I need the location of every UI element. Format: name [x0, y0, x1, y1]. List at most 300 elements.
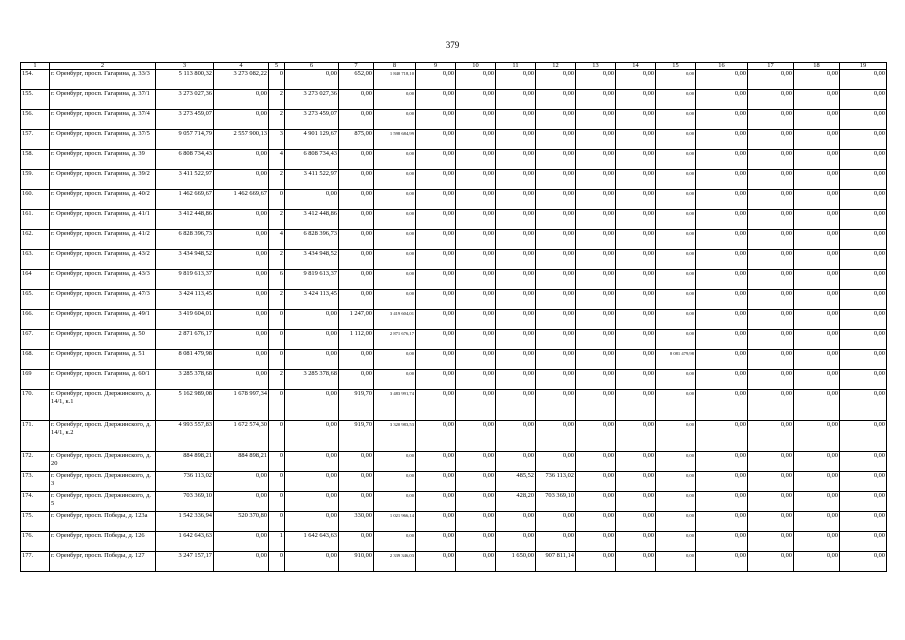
value-cell-col-15 — [656, 421, 696, 452]
count-cell: 2 — [269, 210, 285, 230]
column-header-13: 13 — [576, 63, 616, 70]
value-cell-col-10: 0,00 — [456, 130, 496, 150]
small-value: 0,00 — [685, 371, 694, 376]
value-cell-col-10: 0,00 — [456, 110, 496, 130]
value-cell-col-16: 0,00 — [696, 370, 748, 390]
value-cell-col-3: 8 081 479,98 — [156, 350, 214, 370]
value-cell-col-11: 1 650,00 — [496, 552, 536, 572]
column-header-1: 1 — [21, 63, 50, 70]
value-cell-col-12: 0,00 — [536, 532, 576, 552]
value-cell-col-13: 0,00 — [576, 452, 616, 472]
value-cell-col-17: 0,00 — [748, 230, 794, 250]
small-value: 0,00 — [685, 553, 694, 558]
small-value: 0,00 — [405, 151, 414, 156]
value-cell-col-16: 0,00 — [696, 90, 748, 110]
value-cell-col-19: 0,00 — [840, 452, 887, 472]
small-value: 0,00 — [405, 251, 414, 256]
value-cell-col-8 — [374, 70, 416, 90]
value-cell-col-15 — [656, 270, 696, 290]
value-cell-col-18: 0,00 — [794, 492, 840, 512]
value-cell-col-7: 1 112,00 — [339, 330, 374, 350]
value-cell-col-9: 0,00 — [416, 512, 456, 532]
value-cell-col-8 — [374, 492, 416, 512]
value-cell-col-14: 0,00 — [616, 421, 656, 452]
small-value: 1 021 966,14 — [389, 513, 414, 518]
small-value: 2 871 676,17 — [389, 331, 414, 336]
row-number-cell: 169 — [21, 370, 50, 390]
value-cell-col-9: 0,00 — [416, 472, 456, 492]
value-cell-col-4: 0,00 — [214, 310, 269, 330]
value-cell-col-6: 0,00 — [285, 452, 339, 472]
value-cell-col-13: 0,00 — [576, 512, 616, 532]
value-cell-col-14: 0,00 — [616, 270, 656, 290]
small-value: 0,00 — [685, 231, 694, 236]
column-header-3: 3 — [156, 63, 214, 70]
value-cell-col-9: 0,00 — [416, 150, 456, 170]
address-cell: г. Оренбург, просп. Гагарина, д. 49/1 — [50, 310, 156, 330]
value-cell-col-4: 0,00 — [214, 472, 269, 492]
small-value: 0,00 — [405, 91, 414, 96]
value-cell-col-4: 0,00 — [214, 150, 269, 170]
small-value: 0,00 — [685, 391, 694, 396]
value-cell-col-4: 0,00 — [214, 90, 269, 110]
value-cell-col-16: 0,00 — [696, 512, 748, 532]
value-cell-col-13: 0,00 — [576, 390, 616, 421]
value-cell-col-4: 1 678 997,34 — [214, 390, 269, 421]
value-cell-col-9: 0,00 — [416, 390, 456, 421]
value-cell-col-12: 0,00 — [536, 250, 576, 270]
small-value: 0,00 — [405, 271, 414, 276]
value-cell-col-15 — [656, 130, 696, 150]
value-cell-col-17: 0,00 — [748, 190, 794, 210]
value-cell-col-7: 919,70 — [339, 390, 374, 421]
table-row — [21, 532, 887, 552]
value-cell-col-14: 0,00 — [616, 552, 656, 572]
value-cell-col-16: 0,00 — [696, 390, 748, 421]
value-cell-col-12: 0,00 — [536, 150, 576, 170]
table-row — [21, 170, 887, 190]
table-row — [21, 370, 887, 390]
value-cell-col-8 — [374, 190, 416, 210]
value-cell-col-13: 0,00 — [576, 270, 616, 290]
value-cell-col-8 — [374, 270, 416, 290]
column-header-17: 17 — [748, 63, 794, 70]
address-cell: г. Оренбург, просп. Гагарина, д. 41/1 — [50, 210, 156, 230]
value-cell-col-19: 0,00 — [840, 330, 887, 350]
value-cell-col-11: 0,00 — [496, 421, 536, 452]
table-row — [21, 330, 887, 350]
value-cell-col-3: 6 828 396,73 — [156, 230, 214, 250]
row-number-cell: 157. — [21, 130, 50, 150]
value-cell-col-11: 428,20 — [496, 492, 536, 512]
value-cell-col-12: 0,00 — [536, 390, 576, 421]
value-cell-col-8 — [374, 210, 416, 230]
value-cell-col-7: 919,70 — [339, 421, 374, 452]
count-cell: 0 — [269, 390, 285, 421]
value-cell-col-12: 736 113,02 — [536, 472, 576, 492]
value-cell-col-9: 0,00 — [416, 210, 456, 230]
value-cell-col-19: 0,00 — [840, 90, 887, 110]
value-cell-col-10: 0,00 — [456, 512, 496, 532]
address-cell: г. Оренбург, просп. Гагарина, д. 47/3 — [50, 290, 156, 310]
value-cell-col-17: 0,00 — [748, 170, 794, 190]
value-cell-col-11: 0,00 — [496, 230, 536, 250]
value-cell-col-12: 0,00 — [536, 310, 576, 330]
value-cell-col-13: 0,00 — [576, 492, 616, 512]
value-cell-col-7: 0,00 — [339, 170, 374, 190]
table-header — [21, 63, 887, 70]
value-cell-col-8 — [374, 421, 416, 452]
count-cell: 6 — [269, 270, 285, 290]
small-value: 0,00 — [685, 91, 694, 96]
small-value: 0,00 — [405, 493, 414, 498]
value-cell-col-14: 0,00 — [616, 472, 656, 492]
value-cell-col-3: 3 273 027,36 — [156, 90, 214, 110]
value-cell-col-9: 0,00 — [416, 290, 456, 310]
value-cell-col-17: 0,00 — [748, 110, 794, 130]
value-cell-col-13: 0,00 — [576, 532, 616, 552]
value-cell-col-7: 652,00 — [339, 70, 374, 90]
value-cell-col-13: 0,00 — [576, 350, 616, 370]
value-cell-col-13: 0,00 — [576, 130, 616, 150]
count-cell: 0 — [269, 552, 285, 572]
value-cell-col-12: 907 811,14 — [536, 552, 576, 572]
value-cell-col-17: 0,00 — [748, 492, 794, 512]
value-cell-col-6: 0,00 — [285, 492, 339, 512]
value-cell-col-11: 0,00 — [496, 350, 536, 370]
value-cell-col-11: 0,00 — [496, 210, 536, 230]
address-cell: г. Оренбург, просп. Гагарина, д. 39 — [50, 150, 156, 170]
value-cell-col-6: 0,00 — [285, 512, 339, 532]
value-cell-col-12: 0,00 — [536, 230, 576, 250]
value-cell-col-14: 0,00 — [616, 492, 656, 512]
value-cell-col-3: 3 434 948,52 — [156, 250, 214, 270]
value-cell-col-16: 0,00 — [696, 452, 748, 472]
value-cell-col-15 — [656, 472, 696, 492]
row-number-cell: 160. — [21, 190, 50, 210]
small-value: 0,00 — [685, 453, 694, 458]
value-cell-col-10: 0,00 — [456, 390, 496, 421]
value-cell-col-19: 0,00 — [840, 492, 887, 512]
value-cell-col-3: 3 273 459,07 — [156, 110, 214, 130]
address-cell: г. Оренбург, просп. Гагарина, д. 60/1 — [50, 370, 156, 390]
value-cell-col-12: 0,00 — [536, 190, 576, 210]
small-value: 0,00 — [405, 111, 414, 116]
value-cell-col-19: 0,00 — [840, 250, 887, 270]
value-cell-col-17: 0,00 — [748, 472, 794, 492]
value-cell-col-14: 0,00 — [616, 532, 656, 552]
value-cell-col-11: 0,00 — [496, 310, 536, 330]
value-cell-col-15 — [656, 532, 696, 552]
small-value: 0,00 — [685, 533, 694, 538]
row-number-cell: 164 — [21, 270, 50, 290]
value-cell-col-10: 0,00 — [456, 170, 496, 190]
value-cell-col-6: 0,00 — [285, 310, 339, 330]
value-cell-col-3: 5 162 989,08 — [156, 390, 214, 421]
column-header-11: 11 — [496, 63, 536, 70]
value-cell-col-17: 0,00 — [748, 290, 794, 310]
value-cell-col-10: 0,00 — [456, 190, 496, 210]
value-cell-col-15 — [656, 290, 696, 310]
value-cell-col-14: 0,00 — [616, 370, 656, 390]
small-value: 0,00 — [685, 151, 694, 156]
column-header-2: 2 — [50, 63, 156, 70]
small-value: 0,00 — [685, 291, 694, 296]
address-cell: г. Оренбург, просп. Гагарина, д. 37/1 — [50, 90, 156, 110]
value-cell-col-8 — [374, 110, 416, 130]
value-cell-col-8 — [374, 250, 416, 270]
value-cell-col-13: 0,00 — [576, 190, 616, 210]
row-number-cell: 161. — [21, 210, 50, 230]
value-cell-col-16: 0,00 — [696, 110, 748, 130]
small-value: 0,00 — [685, 71, 694, 76]
count-cell: 2 — [269, 170, 285, 190]
table-row — [21, 512, 887, 532]
table-row — [21, 390, 887, 421]
value-cell-col-18: 0,00 — [794, 130, 840, 150]
value-cell-col-11: 0,00 — [496, 532, 536, 552]
value-cell-col-9: 0,00 — [416, 70, 456, 90]
value-cell-col-18: 0,00 — [794, 250, 840, 270]
value-cell-col-7: 0,00 — [339, 290, 374, 310]
value-cell-col-18: 0,00 — [794, 270, 840, 290]
value-cell-col-15 — [656, 370, 696, 390]
value-cell-col-10: 0,00 — [456, 472, 496, 492]
row-number-cell: 167. — [21, 330, 50, 350]
value-cell-col-17: 0,00 — [748, 70, 794, 90]
row-number-cell: 174. — [21, 492, 50, 512]
table-row — [21, 472, 887, 492]
value-cell-col-15 — [656, 170, 696, 190]
row-number-cell: 177. — [21, 552, 50, 572]
row-number-cell: 170. — [21, 390, 50, 421]
column-header-5: 5 — [269, 63, 285, 70]
value-cell-col-18: 0,00 — [794, 390, 840, 421]
value-cell-col-3: 1 462 669,67 — [156, 190, 214, 210]
table-row — [21, 230, 887, 250]
table-row — [21, 70, 887, 90]
value-cell-col-12: 0,00 — [536, 290, 576, 310]
value-cell-col-18: 0,00 — [794, 330, 840, 350]
value-cell-col-19: 0,00 — [840, 230, 887, 250]
small-value: 0,00 — [685, 493, 694, 498]
value-cell-col-6: 0,00 — [285, 421, 339, 452]
address-cell: г. Оренбург, просп. Гагарина, д. 33/3 — [50, 70, 156, 90]
value-cell-col-14: 0,00 — [616, 350, 656, 370]
address-cell: г. Оренбург, просп. Гагарина, д. 37/5 — [50, 130, 156, 150]
value-cell-col-15 — [656, 512, 696, 532]
value-cell-col-3: 3 411 522,97 — [156, 170, 214, 190]
value-cell-col-7: 0,00 — [339, 210, 374, 230]
value-cell-col-12: 0,00 — [536, 90, 576, 110]
value-cell-col-9: 0,00 — [416, 532, 456, 552]
value-cell-col-7: 0,00 — [339, 190, 374, 210]
small-value: 1 840 718,10 — [389, 71, 414, 76]
address-cell: г. Оренбург, просп. Победы, д. 127 — [50, 552, 156, 572]
value-cell-col-12: 0,00 — [536, 270, 576, 290]
count-cell: 0 — [269, 330, 285, 350]
value-cell-col-16: 0,00 — [696, 270, 748, 290]
row-number-cell: 171. — [21, 421, 50, 452]
value-cell-col-6: 1 642 643,63 — [285, 532, 339, 552]
value-cell-col-4: 520 370,80 — [214, 512, 269, 532]
value-cell-col-17: 0,00 — [748, 310, 794, 330]
address-cell: г. Оренбург, просп. Гагарина, д. 37/4 — [50, 110, 156, 130]
address-cell: г. Оренбург, просп. Дзержинского, д. 20 — [50, 452, 156, 472]
table-row — [21, 552, 887, 572]
column-header-19: 19 — [840, 63, 887, 70]
value-cell-col-8 — [374, 150, 416, 170]
value-cell-col-19: 0,00 — [840, 421, 887, 452]
column-header-7: 7 — [339, 63, 374, 70]
table-row — [21, 452, 887, 472]
value-cell-col-3: 3 412 448,86 — [156, 210, 214, 230]
value-cell-col-12: 0,00 — [536, 130, 576, 150]
row-number-cell: 165. — [21, 290, 50, 310]
value-cell-col-9: 0,00 — [416, 110, 456, 130]
value-cell-col-15 — [656, 492, 696, 512]
value-cell-col-13: 0,00 — [576, 330, 616, 350]
value-cell-col-6: 3 411 522,97 — [285, 170, 339, 190]
value-cell-col-16: 0,00 — [696, 150, 748, 170]
count-cell: 0 — [269, 452, 285, 472]
value-cell-col-13: 0,00 — [576, 150, 616, 170]
address-cell: г. Оренбург, просп. Победы, д. 126 — [50, 532, 156, 552]
value-cell-col-12: 0,00 — [536, 452, 576, 472]
value-cell-col-18: 0,00 — [794, 170, 840, 190]
value-cell-col-13: 0,00 — [576, 110, 616, 130]
value-cell-col-14: 0,00 — [616, 330, 656, 350]
table-row — [21, 190, 887, 210]
value-cell-col-9: 0,00 — [416, 270, 456, 290]
value-cell-col-6: 0,00 — [285, 472, 339, 492]
value-cell-col-15 — [656, 70, 696, 90]
value-cell-col-9: 0,00 — [416, 452, 456, 472]
value-cell-col-6: 6 828 396,73 — [285, 230, 339, 250]
value-cell-col-14: 0,00 — [616, 230, 656, 250]
value-cell-col-3: 2 871 676,17 — [156, 330, 214, 350]
value-cell-col-12: 0,00 — [536, 421, 576, 452]
table-row — [21, 150, 887, 170]
value-cell-col-16: 0,00 — [696, 170, 748, 190]
register-table — [20, 62, 887, 572]
value-cell-col-13: 0,00 — [576, 210, 616, 230]
small-value: 0,00 — [405, 453, 414, 458]
address-cell: г. Оренбург, просп. Гагарина, д. 40/2 — [50, 190, 156, 210]
column-header-14: 14 — [616, 63, 656, 70]
small-value: 0,00 — [685, 111, 694, 116]
small-value: 0,00 — [685, 422, 694, 427]
value-cell-col-16: 0,00 — [696, 70, 748, 90]
value-cell-col-4: 0,00 — [214, 270, 269, 290]
small-value: 2 339 346,03 — [389, 553, 414, 558]
value-cell-col-12: 703 369,10 — [536, 492, 576, 512]
count-cell: 0 — [269, 472, 285, 492]
small-value: 0,00 — [685, 331, 694, 336]
value-cell-col-7: 0,00 — [339, 492, 374, 512]
value-cell-col-15 — [656, 110, 696, 130]
count-cell: 0 — [269, 350, 285, 370]
value-cell-col-18: 0,00 — [794, 90, 840, 110]
count-cell: 0 — [269, 492, 285, 512]
value-cell-col-14: 0,00 — [616, 250, 656, 270]
value-cell-col-17: 0,00 — [748, 90, 794, 110]
value-cell-col-10: 0,00 — [456, 350, 496, 370]
value-cell-col-18: 0,00 — [794, 350, 840, 370]
value-cell-col-3: 5 113 800,32 — [156, 70, 214, 90]
small-value: 0,00 — [685, 171, 694, 176]
value-cell-col-12: 0,00 — [536, 170, 576, 190]
value-cell-col-16: 0,00 — [696, 190, 748, 210]
value-cell-col-10: 0,00 — [456, 370, 496, 390]
value-cell-col-10: 0,00 — [456, 310, 496, 330]
value-cell-col-18: 0,00 — [794, 421, 840, 452]
column-header-8: 8 — [374, 63, 416, 70]
value-cell-col-9: 0,00 — [416, 190, 456, 210]
small-value: 0,00 — [685, 211, 694, 216]
table-row — [21, 270, 887, 290]
value-cell-col-4: 0,00 — [214, 110, 269, 130]
value-cell-col-7: 875,00 — [339, 130, 374, 150]
value-cell-col-19: 0,00 — [840, 512, 887, 532]
value-cell-col-17: 0,00 — [748, 350, 794, 370]
value-cell-col-14: 0,00 — [616, 452, 656, 472]
value-cell-col-10: 0,00 — [456, 421, 496, 452]
row-number-cell: 159. — [21, 170, 50, 190]
count-cell: 2 — [269, 370, 285, 390]
value-cell-col-9: 0,00 — [416, 330, 456, 350]
value-cell-col-18: 0,00 — [794, 190, 840, 210]
value-cell-col-10: 0,00 — [456, 492, 496, 512]
value-cell-col-10: 0,00 — [456, 210, 496, 230]
address-cell: г. Оренбург, просп. Дзержинского, д. 14/1, к.1 — [50, 390, 156, 421]
value-cell-col-6: 3 412 448,86 — [285, 210, 339, 230]
address-cell: г. Оренбург, просп. Гагарина, д. 50 — [50, 330, 156, 350]
table-row — [21, 210, 887, 230]
value-cell-col-6: 3 424 113,45 — [285, 290, 339, 310]
value-cell-col-19: 0,00 — [840, 310, 887, 330]
value-cell-col-12: 0,00 — [536, 70, 576, 90]
value-cell-col-19: 0,00 — [840, 130, 887, 150]
row-number-cell: 166. — [21, 310, 50, 330]
value-cell-col-18: 0,00 — [794, 150, 840, 170]
column-header-12: 12 — [536, 63, 576, 70]
value-cell-col-16: 0,00 — [696, 492, 748, 512]
value-cell-col-16: 0,00 — [696, 310, 748, 330]
value-cell-col-17: 0,00 — [748, 452, 794, 472]
small-value: 0,00 — [685, 473, 694, 478]
value-cell-col-11: 0,00 — [496, 110, 536, 130]
value-cell-col-12: 0,00 — [536, 370, 576, 390]
value-cell-col-7: 0,00 — [339, 250, 374, 270]
value-cell-col-12: 0,00 — [536, 110, 576, 130]
small-value: 0,00 — [405, 231, 414, 236]
value-cell-col-18: 0,00 — [794, 290, 840, 310]
value-cell-col-14: 0,00 — [616, 70, 656, 90]
page-number: 379 — [445, 40, 460, 50]
value-cell-col-14: 0,00 — [616, 290, 656, 310]
address-cell: г. Оренбург, просп. Дзержинского, д. 14/1, к.2 — [50, 421, 156, 452]
value-cell-col-4: 0,00 — [214, 370, 269, 390]
value-cell-col-11: 0,00 — [496, 130, 536, 150]
value-cell-col-12: 0,00 — [536, 210, 576, 230]
value-cell-col-7: 0,00 — [339, 150, 374, 170]
value-cell-col-10: 0,00 — [456, 90, 496, 110]
value-cell-col-11: 0,00 — [496, 290, 536, 310]
value-cell-col-10: 0,00 — [456, 330, 496, 350]
count-cell: 4 — [269, 230, 285, 250]
column-header-10: 10 — [456, 63, 496, 70]
